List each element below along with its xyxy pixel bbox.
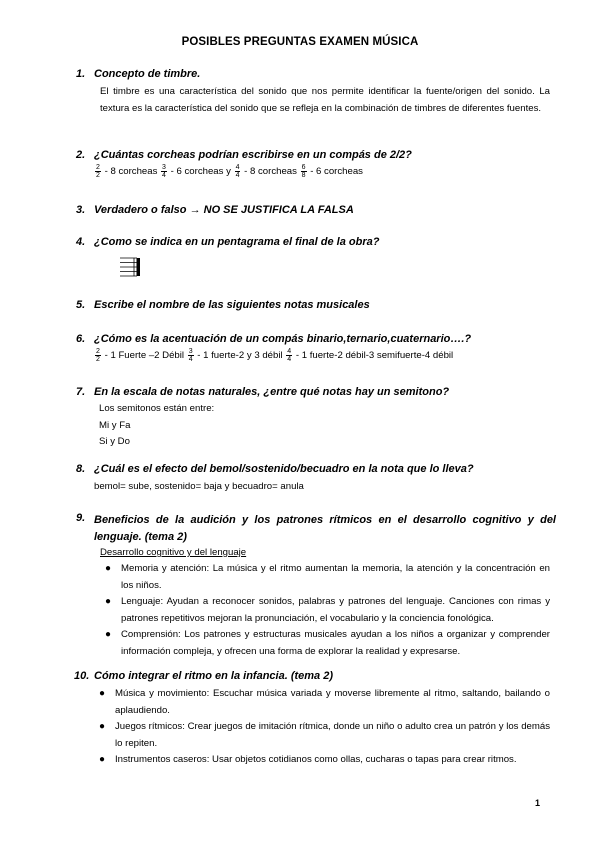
bullet-icon: ●: [99, 721, 106, 732]
question-number: 3.: [76, 204, 86, 216]
list-item: ● Lenguaje: Ayudan a reconocer sonidos, palabras y patrones del lenguaje. Canciones con rimas y patrones repetitivos mejoran la pronunciación, el vocabulario y la conciencia fonológica.: [105, 596, 550, 624]
bullet-list-rhythm: [99, 686, 550, 769]
fraction: $\frac{3}{4}$: [188, 348, 193, 363]
question-text: ¿Como se indica en un pentagrama el final de la obra?: [94, 236, 380, 248]
answer-text: Los semitonos están entre:: [99, 403, 215, 414]
question-text: Cómo integrar el ritmo en la infancia. (tema 2): [94, 670, 333, 682]
bullet-icon: ●: [105, 629, 112, 640]
bullet-icon: ●: [99, 688, 106, 699]
question-text: Escribe el nombre de las siguientes notas musicales: [94, 299, 370, 311]
answer-6: [94, 348, 554, 365]
answer-7: [99, 401, 399, 451]
list-item: ● Juegos rítmicos: Crear juegos de imitación rítmica, donde un niño o adulto crea un patrón y los demás lo repiten.: [99, 721, 550, 749]
answer-text: - 6 corcheas: [310, 166, 363, 178]
final-barline-icon: [120, 256, 142, 278]
fraction: $\frac{6}{8}$: [301, 164, 306, 179]
page-number: 1: [535, 798, 541, 808]
answer-text: Mi y Fa: [99, 419, 131, 431]
bullet-icon: ●: [105, 563, 112, 574]
fraction: $\frac{4}{4}$: [287, 348, 292, 363]
question-number: 6.: [76, 333, 86, 345]
list-item: ● Instrumentos caseros: Usar objetos cotidianos como ollas, cucharas o tapas para crear ritmos.: [115, 752, 550, 769]
answer-text: - 1 Fuerte –2 Débil: [104, 350, 185, 362]
bullet-list-benefits: [105, 561, 550, 660]
question-number: 4.: [76, 236, 86, 248]
answer-1: El timbre es una característica del sonido que nos permite identificar la fuente/origen del sonido. La textura es la característica del sonido que se refleja en la combinación de timbres de diferentes fuentes.: [100, 86, 550, 114]
list-item: ● Memoria y atención: La música y el ritmo aumentan la memoria, la atención y la concentración en los niños.: [105, 563, 550, 591]
question-number: 10.: [74, 670, 90, 682]
question-text: ¿Cuál es el efecto del bemol/sostenido/becuadro en la nota que lo lleva?: [94, 463, 474, 475]
question-number: 1.: [76, 68, 86, 80]
document-title: POSIBLES PREGUNTAS EXAMEN MÚSICA: [181, 36, 419, 48]
answer-2: [94, 164, 554, 181]
answer-text: - 8 corcheas: [244, 166, 297, 178]
answer-text: - 8 corcheas: [104, 166, 158, 178]
question-text: Verdadero o falso → NO SE JUSTIFICA LA FALSA: [94, 204, 354, 216]
fraction: $\frac{3}{4}$: [162, 164, 166, 179]
answer-text: Si y Do: [99, 436, 130, 447]
list-item: ● Música y movimiento: Escuchar música variada y moverse libremente al ritmo, saltando, bailando o aplaudiendo.: [99, 688, 550, 716]
answer-text: - 1 fuerte-2 débil-3 semifuerte-4 débil: [295, 350, 454, 362]
question-text: Concepto de timbre.: [94, 68, 201, 80]
fraction: $\frac{4}{4}$: [235, 164, 240, 179]
fraction: $\frac{2}{2}$: [96, 348, 100, 363]
question-text: ¿Cuántas corcheas podrían escribirse en un compás de 2/2?: [94, 149, 412, 161]
bullet-icon: ●: [99, 754, 106, 765]
bullet-icon: ●: [105, 596, 112, 607]
answer-text: - 1 fuerte-2 y 3 débil: [197, 350, 283, 362]
question-number: 8.: [76, 463, 86, 475]
fraction: $\frac{2}{2}$: [96, 164, 100, 179]
question-number: 5.: [76, 299, 86, 311]
answer-8: bemol= sube, sostenido= baja y becuadro= anula: [94, 481, 304, 492]
question-number: 7.: [76, 386, 86, 398]
subsection-heading: Desarrollo cognitivo y del lenguaje: [100, 547, 247, 558]
answer-text: - 6 corcheas y: [170, 166, 231, 178]
question-text: Beneficios de la audición y los patrones rítmicos en el desarrollo cognitivo y del lenguaje. (tema 2): [94, 514, 556, 543]
list-item: ● Comprensión: Los patrones y estructuras musicales ayudan a los niños a organizar y comprender información compleja, y ofrecen una forma de explorar la realidad y expresarse.: [105, 629, 550, 657]
question-number: 9.: [76, 512, 86, 524]
question-text: En la escala de notas naturales, ¿entre qué notas hay un semitono?: [94, 386, 450, 398]
question-text: ¿Cómo es la acentuación de un compás binario,ternario,cuaternario….?: [94, 333, 472, 345]
question-number: 2.: [76, 149, 86, 161]
